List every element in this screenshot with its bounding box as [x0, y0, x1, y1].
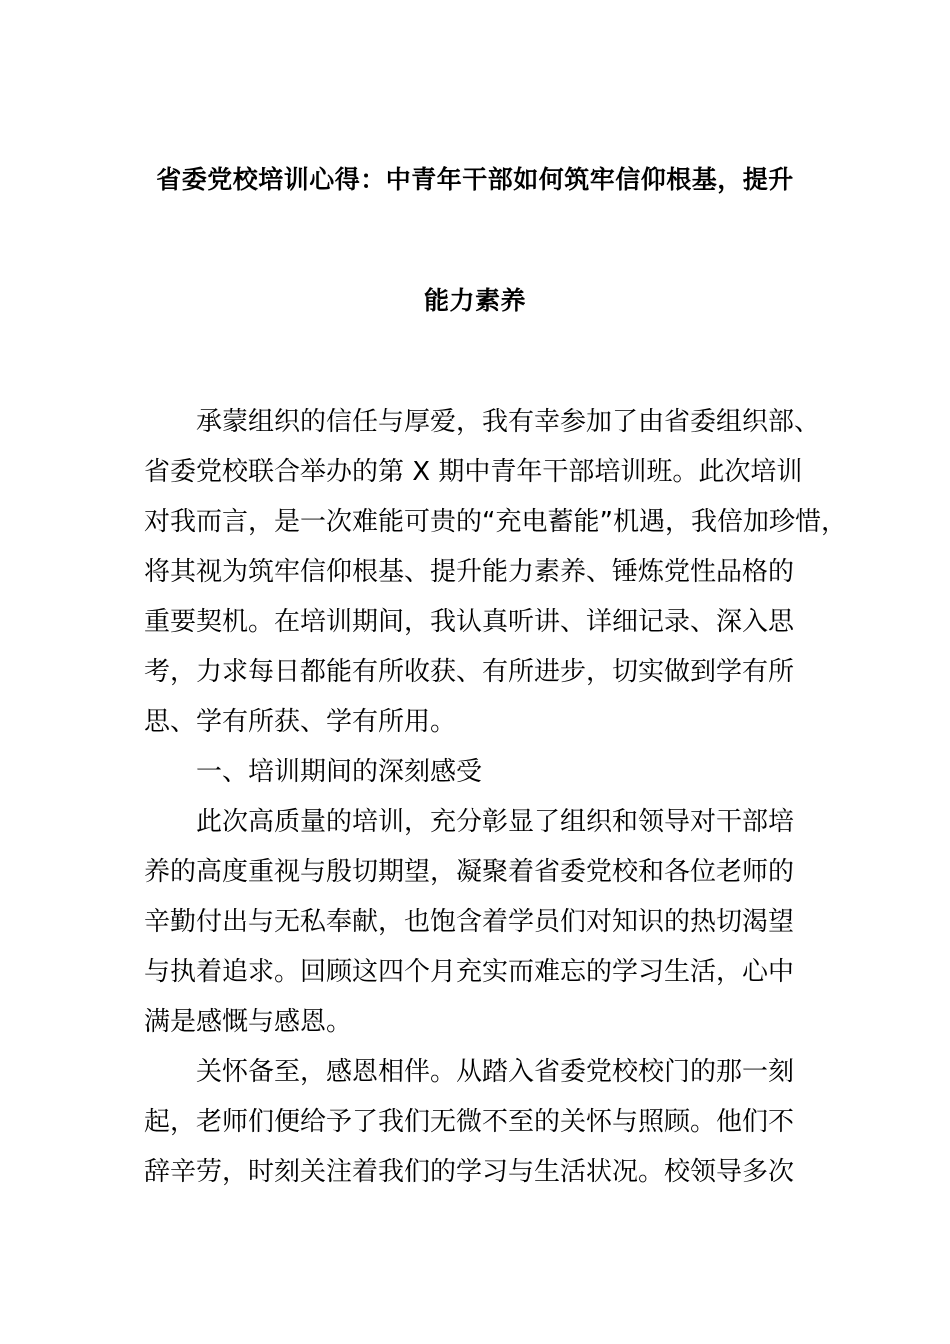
- document-title-line-2: 能力素养: [423, 286, 526, 315]
- section-heading: 一、培训期间的深刻感受: [196, 757, 483, 787]
- paragraph-line: 承蒙组织的信任与厚爱，我有幸参加了由省委组织部、: [196, 407, 821, 437]
- paragraph-line: 重要契机。在培训期间，我认真听讲、详细记录、深入思: [144, 607, 795, 637]
- paragraph-line: 思、学有所获、学有所用。: [144, 707, 457, 737]
- paragraph-line: 省委党校联合举办的第 X 期中青年干部培训班。此次培训: [144, 457, 803, 487]
- document-body: [144, 397, 847, 1197]
- paragraph-line: 辛勤付出与无私奉献，也饱含着学员们对知识的热切渴望: [144, 907, 795, 937]
- paragraph-line: 此次高质量的培训，充分彰显了组织和领导对干部培: [196, 807, 795, 837]
- paragraph-line: 与执着追求。回顾这四个月充实而难忘的学习生活，心中: [144, 957, 795, 987]
- paragraph-line: 对我而言，是一次难能可贵的“充电蓄能”机遇，我倍加珍惜，: [144, 507, 847, 537]
- paragraph-line: 关怀备至，感恩相伴。从踏入省委党校校门的那一刻: [196, 1057, 795, 1087]
- paragraph-line: 考，力求每日都能有所收获、有所进步，切实做到学有所: [144, 657, 795, 687]
- paragraph-line: 养的高度重视与殷切期望，凝聚着省委党校和各位老师的: [144, 857, 795, 887]
- paragraph-line: 辞辛劳，时刻关注着我们的学习与生活状况。校领导多次: [144, 1157, 795, 1187]
- paragraph-line: 将其视为筑牢信仰根基、提升能力素养、锤炼党性品格的: [144, 557, 795, 587]
- paragraph-line: 满是感慨与感恩。: [144, 1007, 353, 1037]
- document-title-line-1: 省委党校培训心得：中青年干部如何筑牢信仰根基，提升: [156, 165, 794, 194]
- paragraph-line: 起，老师们便给予了我们无微不至的关怀与照顾。他们不: [144, 1107, 795, 1137]
